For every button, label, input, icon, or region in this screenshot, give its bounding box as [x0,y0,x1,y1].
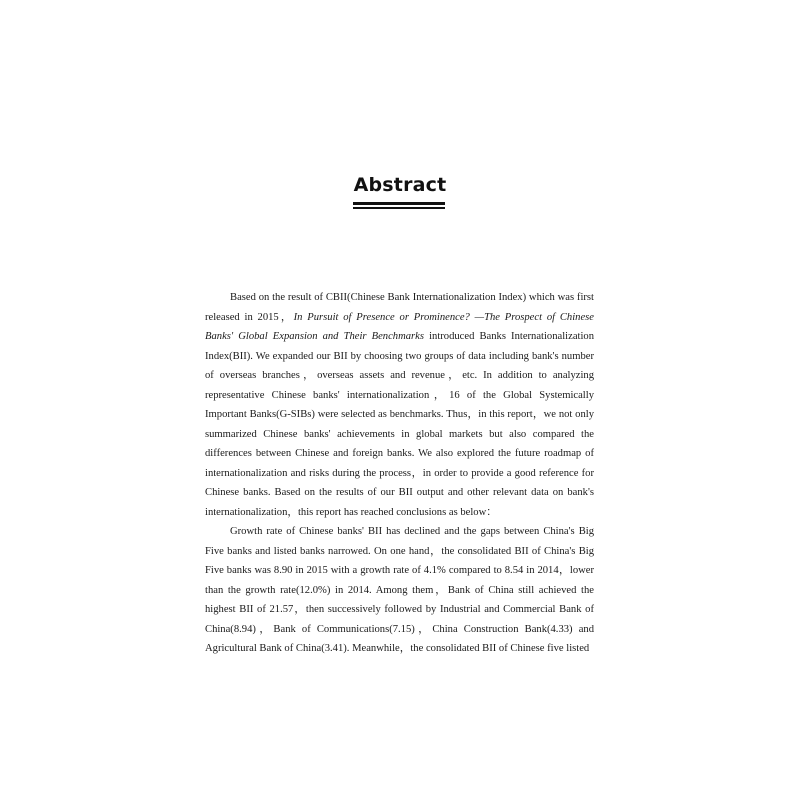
abstract-body [205,288,594,659]
title-underline-thin [353,207,445,209]
title-container [0,172,800,198]
paragraph-2: Growth rate of Chinese banks' BII has declined and the gaps between China's Big Five banks and listed banks narrowed. On one hand，the consolidated BII of China's Big Five banks was 8.90 in 2015 with a growth rate of 4.1% compared to 8.54 in 2014，lower than the growth rate(12.0%) in 2014. Among them，Bank of China still achieved the highest BII of 21.57，then successively followed by Industrial and Commercial Bank of China(8.94)，Bank of Communications(7.15)，China Construction Bank(4.33) and Agricultural Bank of China(3.41). Meanwhile，the consolidated BII of Chinese five listed [205,526,594,654]
page-title: Abstract [353,174,447,196]
paragraph-1-rest: introduced Banks Internationalization Index(BII). We expanded our BII by choosing two groups of data including bank's number of overseas branches，overseas assets and revenue，etc. In addition to analyzing representative Chinese banks' internationalization，16 of the Global Systemically Important Banks(G-SIBs) were selected as benchmarks. Thus，in this report，we not only summarized Chinese banks' achievements in global markets but also compared the differences between Chinese and foreign banks. We also explored the future roadmap of internationalization and risks during the process，in order to provide a good reference for Chinese banks. Based on the results of our BII output and other relevant data on bank's internationalization，this report has reached conclusions as below： [205,331,594,518]
paragraph-1-intro: Based on the result of CBII(Chinese Bank Internationalization Index) which was first released in 2015， [205,292,594,323]
title-underline-thick [353,202,445,205]
paragraph-1 [205,288,594,522]
report-title-italic: In Pursuit of Presence or Prominence? —The Prospect of Chinese Banks' Global Expansion and Their Benchmarks [205,311,594,342]
